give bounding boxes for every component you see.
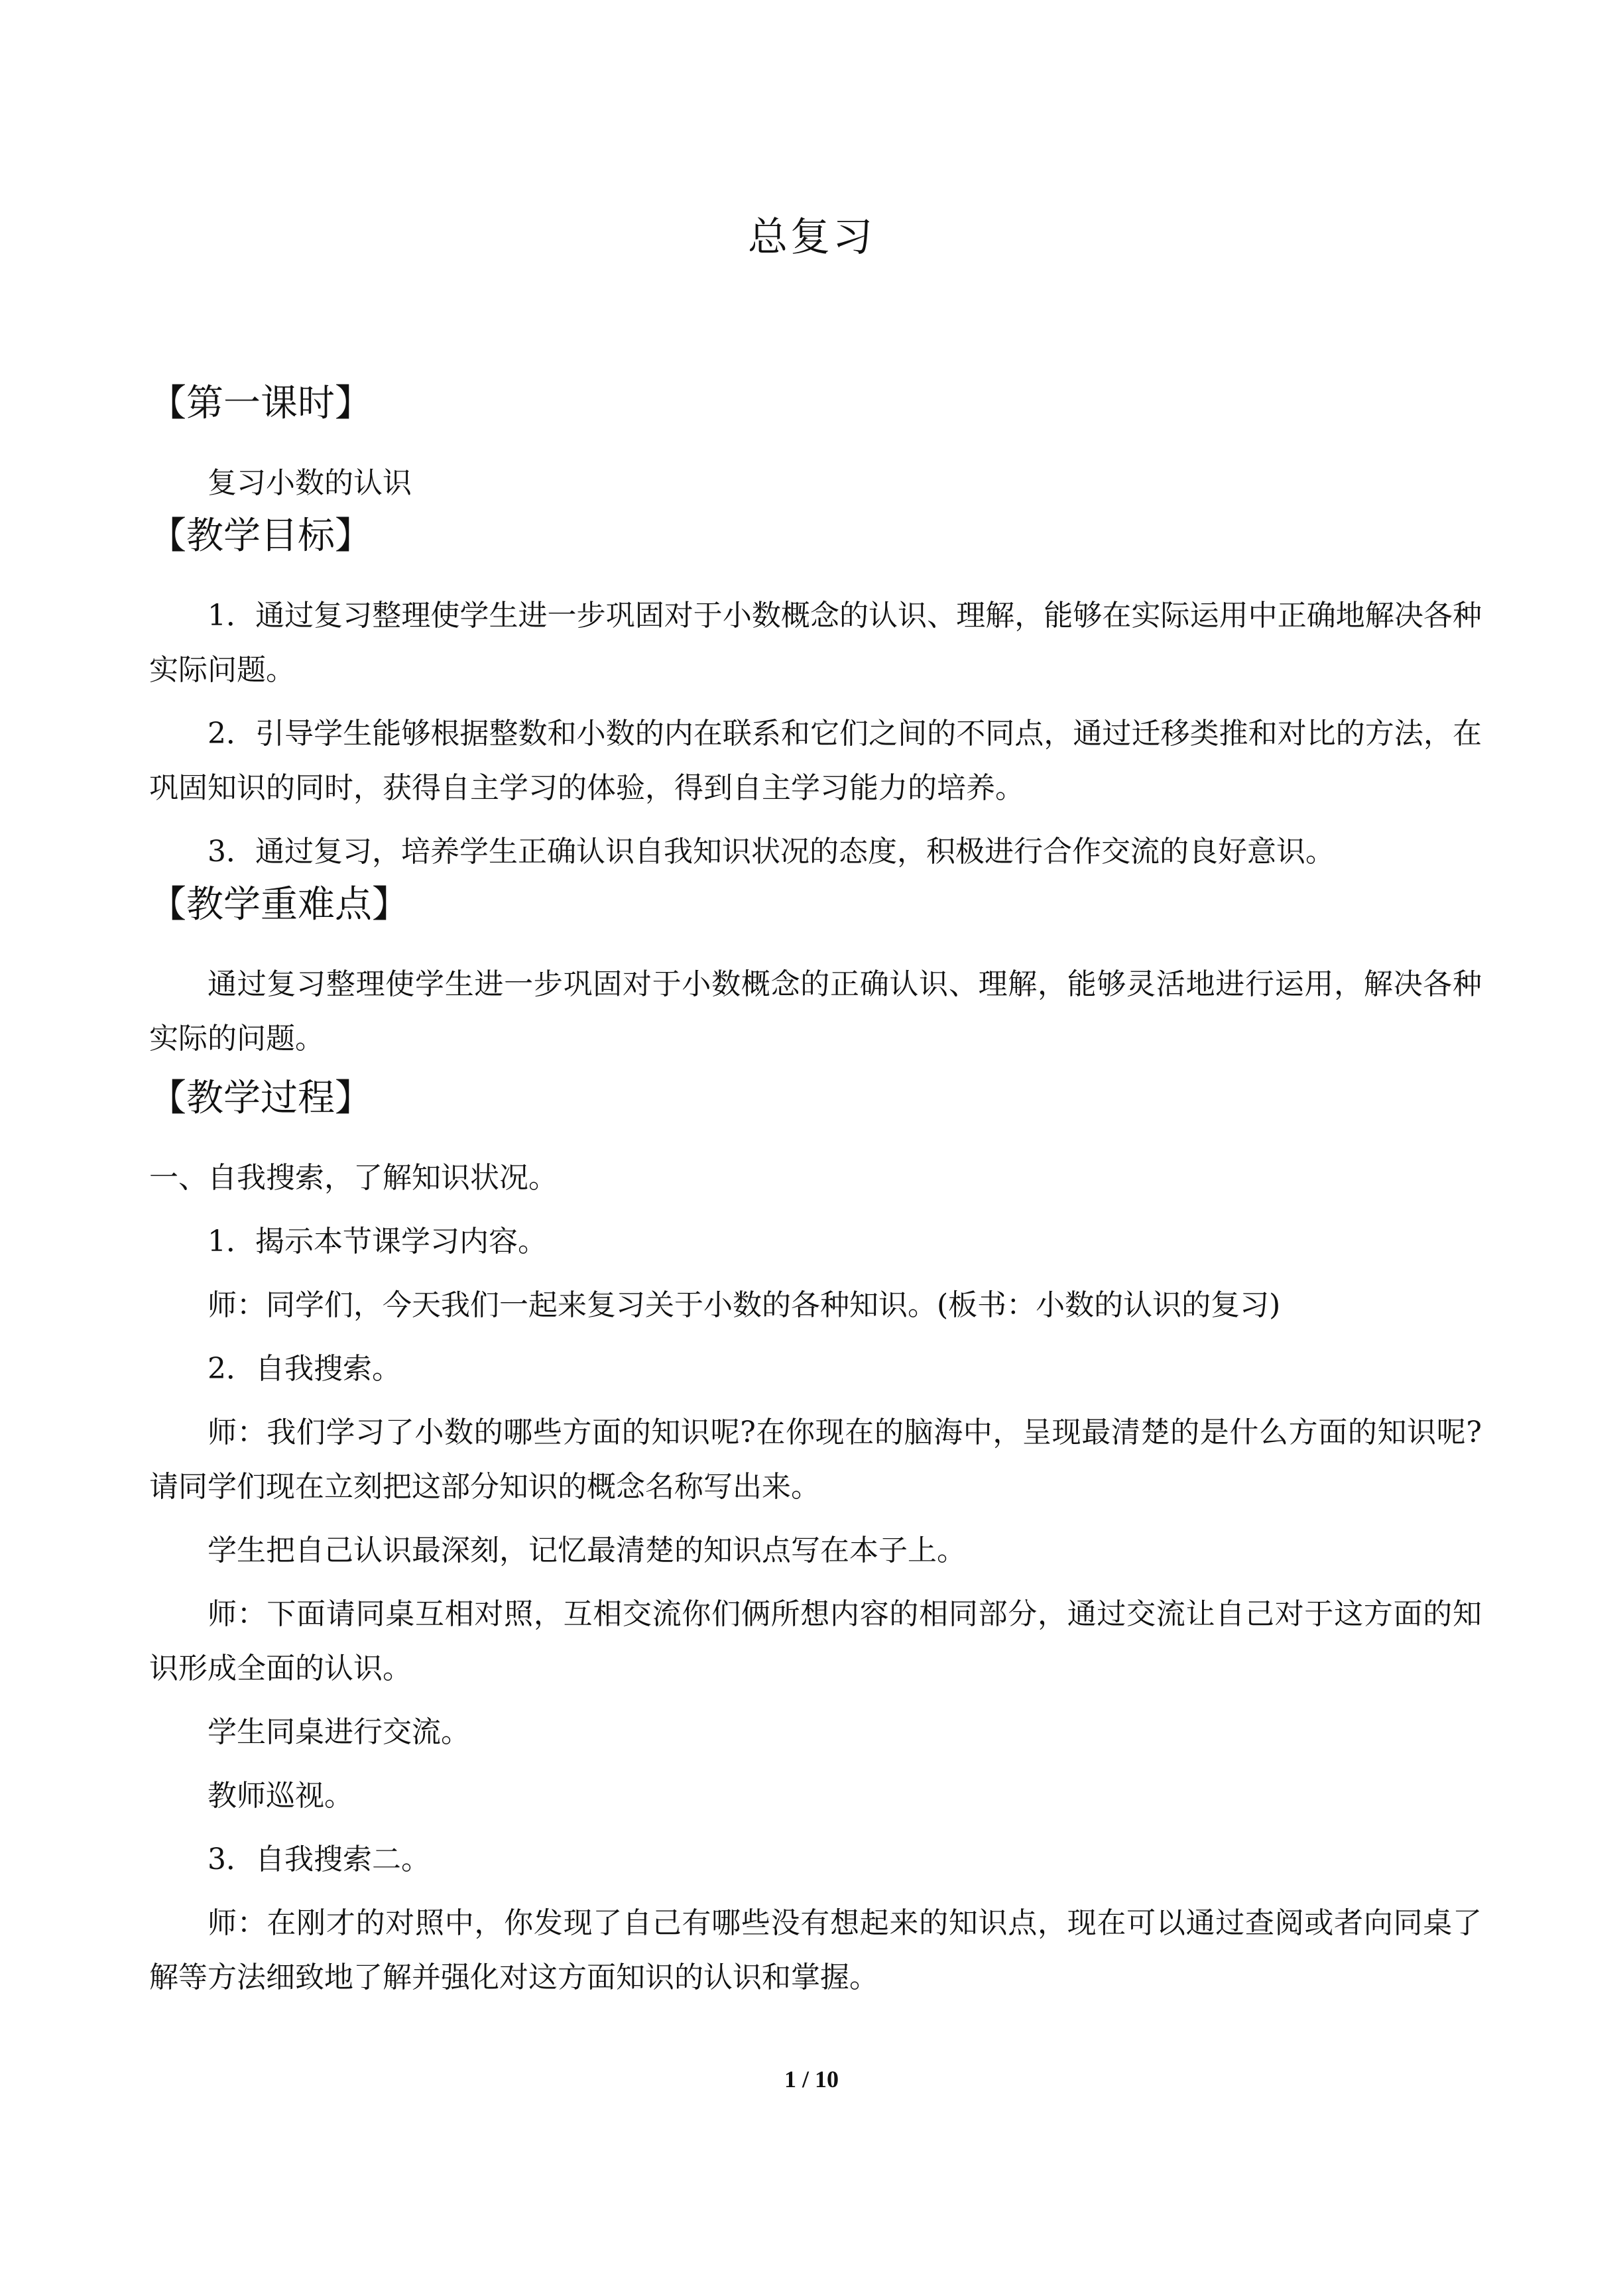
- process-item: 教师巡视。: [208, 1779, 353, 1813]
- process-step-title: 一、自我搜索，了解知识状况。: [149, 1161, 558, 1195]
- process-item: 师：下面请同桌互相对照，互相交流你们俩所想内容的相同部分，通过交流让自己对于这方面的知识形成全面的认识。: [149, 1597, 1482, 1685]
- process-heading: 【教学过程】: [149, 1077, 372, 1120]
- goal-item: 3．通过复习，培养学生正确认识自我知识状况的态度，积极进行合作交流的良好意识。: [208, 835, 1335, 869]
- lesson-subtitle: 复习小数的认识: [208, 466, 412, 500]
- process-item: 学生同桌进行交流。: [208, 1715, 470, 1749]
- lesson-heading: 【第一课时】: [149, 382, 372, 425]
- process-item: 学生把自己认识最深刻，记忆最清楚的知识点写在本子上。: [208, 1534, 966, 1567]
- goals-heading: 【教学目标】: [149, 514, 372, 558]
- document-body: [149, 378, 1482, 2005]
- page-number: 1 / 10: [784, 2066, 839, 2092]
- goal-item: 1．通过复习整理使学生进一步巩固对于小数概念的认识、理解，能够在实际运用中正确地解决各种实际问题。: [149, 599, 1482, 687]
- process-item: 师：我们学习了小数的哪些方面的知识呢?在你现在的脑海中，呈现最清楚的是什么方面的知识呢?请同学们现在立刻把这部分知识的概念名称写出来。: [149, 1416, 1482, 1504]
- process-item: 师：同学们，今天我们一起来复习关于小数的各种知识。(板书：小数的认识的复习): [208, 1288, 1281, 1322]
- goal-item: 2．引导学生能够根据整数和小数的内在联系和它们之间的不同点，通过迁移类推和对比的方法，在巩固知识的同时，获得自主学习的体验，得到自主学习能力的培养。: [149, 717, 1482, 805]
- page-title: 总复习: [748, 214, 875, 261]
- key-points-text: 通过复习整理使学生进一步巩固对于小数概念的正确认识、理解，能够灵活地进行运用，解决各种实际的问题。: [149, 967, 1482, 1056]
- process-item: 3．自我搜索二。: [208, 1843, 430, 1876]
- key-points-heading: 【教学重难点】: [149, 883, 409, 926]
- process-item: 师：在刚才的对照中，你发现了自己有哪些没有想起来的知识点，现在可以通过查阅或者向同桌了解等方法细致地了解并强化对这方面知识的认识和掌握。: [149, 1906, 1482, 1994]
- process-item: 1．揭示本节课学习内容。: [208, 1225, 547, 1258]
- process-item: 2．自我搜索。: [208, 1352, 401, 1386]
